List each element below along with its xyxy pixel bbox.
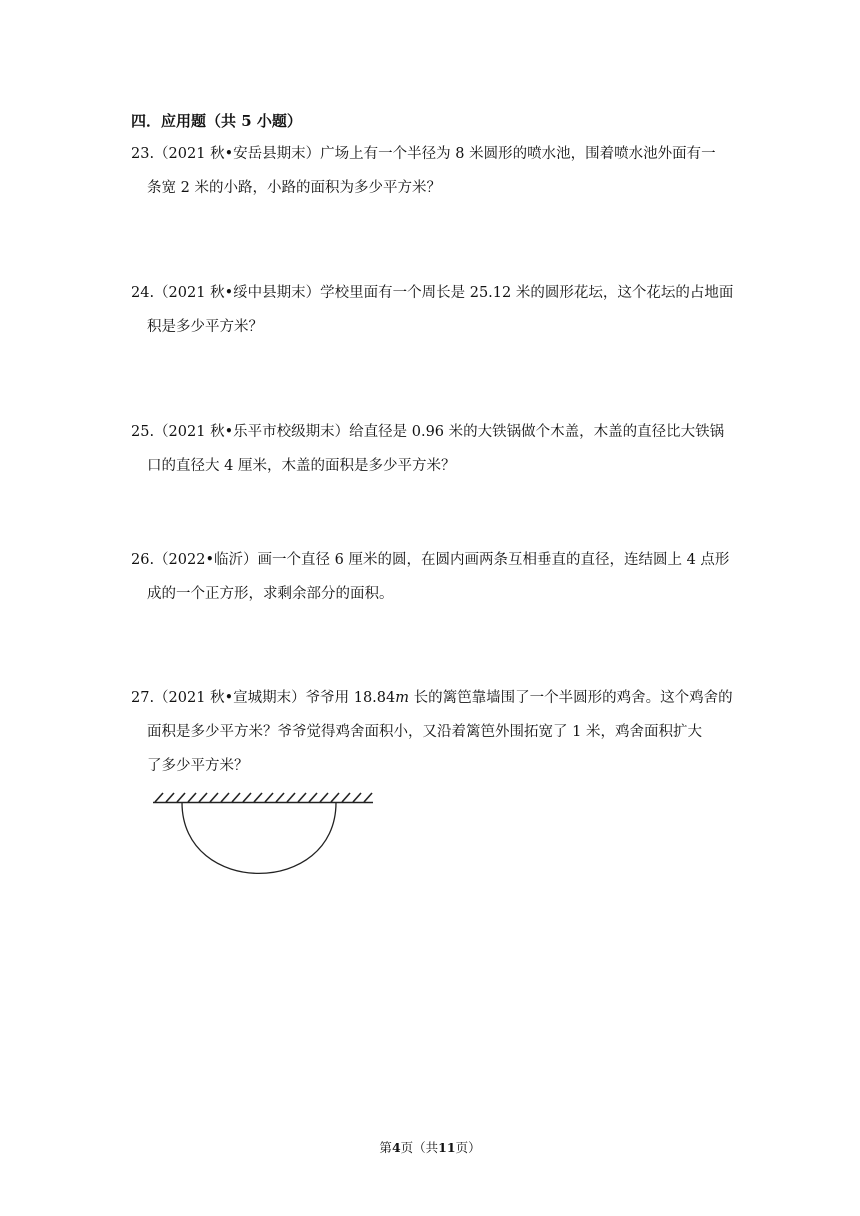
question-text: 口的直径大 4 厘米，木盖的面积是多少平方米？ [147,458,456,474]
question-text: 积是多少平方米？ [147,319,263,335]
footer-suffix: 页） [455,1140,481,1155]
unit-symbol: m [395,690,409,706]
question-text-part: 长的篱笆靠墙围了一个半圆形的鸡舍。这个鸡舍的 [409,690,733,706]
question-text: 26.（2022•临沂）画一个直径 6 厘米的圆，在圆内画两条互相垂直的直径，连结圆上 4 点形 [131,552,730,568]
question-text-part: 27.（2021 秋•宣城期末）爷爷用 18.84 [131,690,396,706]
question-23 [131,143,731,199]
question-text: 24.（2021 秋•绥中县期末）学校里面有一个周长是 25.12 米的圆形花坛，这个花坛的占地面 [131,285,734,301]
question-text [131,687,731,709]
question-text: 25.（2021 秋•乐平市校级期末）给直径是 0.96 米的大铁锅做个木盖，木盖的直径比大铁锅 [131,424,725,440]
page-number: 4 [391,1140,401,1155]
total-pages: 11 [438,1140,456,1155]
semicircle-coop-figure [150,785,375,885]
question-text: 面积是多少平方米？爷爷觉得鸡舍面积小，又沿着篱笆外围拓宽了 1 米，鸡舍面积扩大 [147,724,702,740]
semicircle-arc [182,803,336,874]
question-text: 成的一个正方形，求剩余部分的面积。 [147,586,394,602]
question-24 [131,282,734,338]
page-footer [0,1139,860,1157]
footer-middle: 页（共 [400,1140,439,1155]
question-26 [131,549,731,605]
footer-prefix: 第 [379,1140,392,1155]
section-title: 四．应用题（共 5 小题） [131,112,302,130]
question-text: 23.（2021 秋•安岳县期末）广场上有一个半径为 8 米圆形的喷水池，围着喷水池外面有一 [131,146,716,162]
question-25 [131,421,731,477]
question-text: 条宽 2 米的小路，小路的面积为多少平方米？ [147,180,441,196]
question-text: 了多少平方米？ [147,758,249,774]
question-27 [131,687,731,777]
wall-hatching [155,793,372,802]
